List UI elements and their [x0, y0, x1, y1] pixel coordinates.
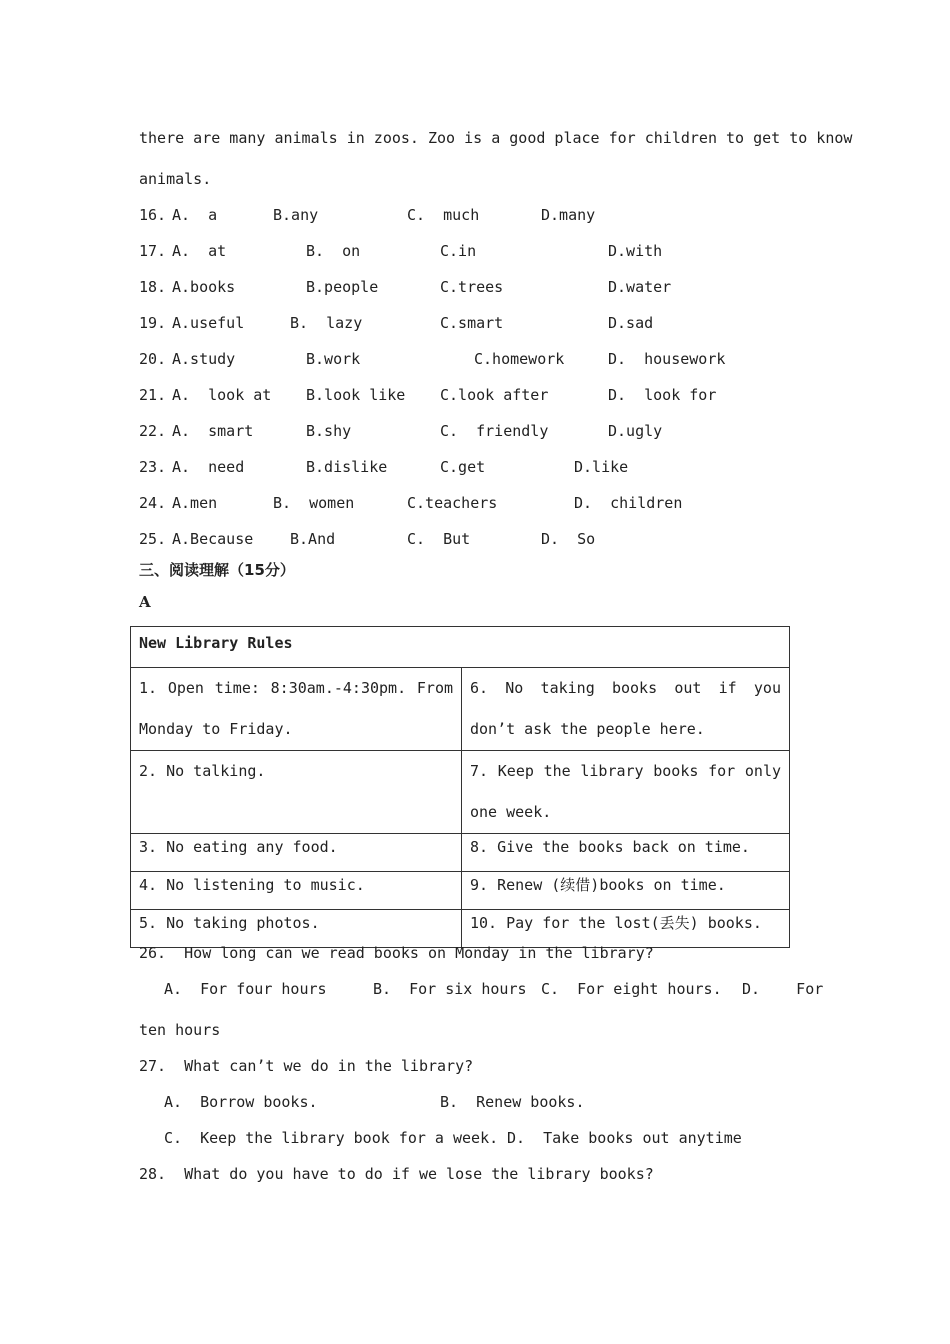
option-a: A.study: [172, 350, 236, 368]
option-d: D. Take books out anytime: [507, 1129, 742, 1147]
section-heading: 三、阅读理解（15分）: [139, 561, 295, 579]
table-row: [131, 834, 790, 872]
question-number: 25.: [139, 530, 167, 548]
option-c: C.smart: [440, 314, 504, 332]
rule-cell: [131, 872, 462, 910]
question-number: 16.: [139, 206, 167, 224]
question-number: 21.: [139, 386, 167, 404]
question-number: 22.: [139, 422, 167, 440]
passage-label: A: [139, 593, 151, 611]
option-c: C. friendly: [440, 422, 549, 440]
option-c: C. For eight hours.: [541, 980, 722, 998]
question-stem: 28. What do you have to do if we lose the library books?: [139, 1165, 654, 1183]
option-c: C.trees: [440, 278, 504, 296]
rule-text: 9. Renew (续借)books on time.: [470, 876, 726, 894]
passage-line: animals.: [139, 170, 212, 188]
rule-cell: [131, 751, 462, 834]
table-row: [131, 872, 790, 910]
question-number: 23.: [139, 458, 167, 476]
question-stem: 27. What can’t we do in the library?: [139, 1057, 474, 1075]
option-c: C.teachers: [407, 494, 498, 512]
question-number: 24.: [139, 494, 167, 512]
rule-cell: [462, 872, 790, 910]
table-row: [131, 751, 790, 834]
option-a: A. smart: [172, 422, 254, 440]
option-d: D.with: [608, 242, 663, 260]
option-b: B.And: [290, 530, 336, 548]
option-b: B.look like: [306, 386, 406, 404]
library-rules-table: [130, 626, 790, 948]
rule-text: 4. No listening to music.: [139, 876, 365, 894]
option-d-continued: ten hours: [139, 1021, 221, 1039]
option-c: C. But: [407, 530, 471, 548]
rule-text: 3. No eating any food.: [139, 838, 338, 856]
rule-cell: [462, 834, 790, 872]
rule-cell: [131, 910, 462, 948]
option-c: C. much: [407, 206, 480, 224]
option-d: D. children: [574, 494, 683, 512]
option-d: D.water: [608, 278, 672, 296]
question-number: 17.: [139, 242, 167, 260]
option-a: A. Borrow books.: [164, 1093, 318, 1111]
option-b: B. women: [273, 494, 355, 512]
option-d: D.many: [541, 206, 596, 224]
option-d: D. So: [541, 530, 596, 548]
question-stem: 26. How long can we read books on Monday in the library?: [139, 944, 654, 962]
option-d: D. For: [742, 980, 824, 998]
option-b: B. on: [306, 242, 361, 260]
option-a: A. need: [172, 458, 245, 476]
option-d: D.ugly: [608, 422, 663, 440]
table-row: [131, 910, 790, 948]
option-b: B. Renew books.: [440, 1093, 585, 1111]
option-d: D.sad: [608, 314, 654, 332]
rule-text: 8. Give the books back on time.: [470, 838, 750, 856]
rule-cell: [462, 668, 790, 751]
passage-line: there are many animals in zoos. Zoo is a good place for children to get to know: [139, 129, 853, 147]
option-a: A.men: [172, 494, 218, 512]
option-b: B. For six hours: [373, 980, 527, 998]
option-d: D. housework: [608, 350, 726, 368]
option-c: C.in: [440, 242, 477, 260]
option-c: C.get: [440, 458, 486, 476]
question-number: 18.: [139, 278, 167, 296]
rule-cell: [131, 668, 462, 751]
option-a: A. at: [172, 242, 227, 260]
rule-text: 1. Open time: 8:30am.-4:30pm. From Monday to Friday.: [139, 679, 453, 738]
table-row: [131, 627, 790, 668]
rule-cell: [131, 834, 462, 872]
rule-text: 10. Pay for the lost(丢失) books.: [470, 914, 762, 932]
rule-text: 7. Keep the library books for only one week.: [470, 762, 781, 821]
option-a: A. look at: [172, 386, 272, 404]
option-a: A. For four hours: [164, 980, 327, 998]
option-b: B.people: [306, 278, 379, 296]
question-number: 19.: [139, 314, 167, 332]
option-a: A. a: [172, 206, 218, 224]
option-b: B.work: [306, 350, 361, 368]
option-b: B. lazy: [290, 314, 363, 332]
option-a: A.books: [172, 278, 236, 296]
question-number: 20.: [139, 350, 167, 368]
rule-text: 2. No talking.: [139, 762, 266, 780]
rule-cell: [462, 910, 790, 948]
option-b: B.shy: [306, 422, 352, 440]
option-c: C. Keep the library book for a week.: [164, 1129, 499, 1147]
option-c: C.homework: [474, 350, 565, 368]
option-b: B.dislike: [306, 458, 388, 476]
option-a: A.useful: [172, 314, 245, 332]
option-a: A.Because: [172, 530, 254, 548]
table-title: New Library Rules: [131, 627, 790, 668]
table-row: [131, 668, 790, 751]
option-d: D. look for: [608, 386, 717, 404]
rule-cell: [462, 751, 790, 834]
rule-text: 5. No taking photos.: [139, 914, 320, 932]
option-d: D.like: [574, 458, 629, 476]
option-b: B.any: [273, 206, 319, 224]
option-c: C.look after: [440, 386, 549, 404]
rule-text: 6. No taking books out if you don’t ask the people here.: [470, 679, 781, 738]
